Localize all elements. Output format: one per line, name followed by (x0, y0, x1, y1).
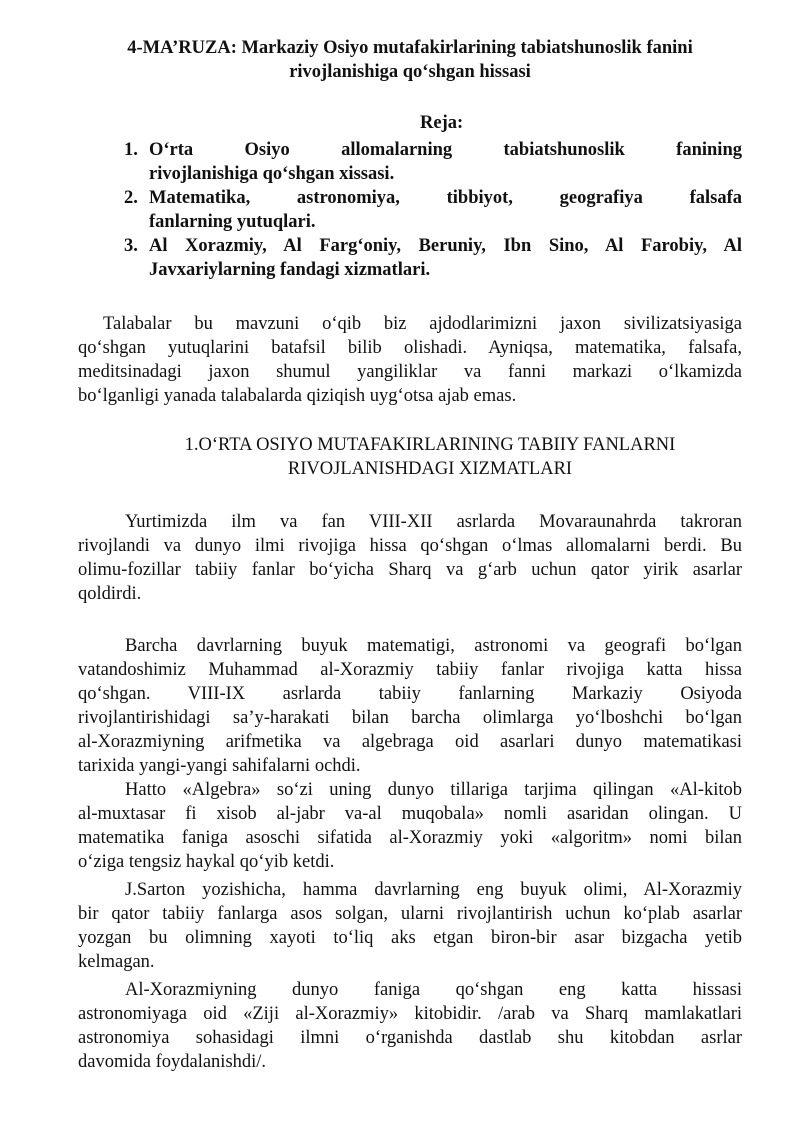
body-paragraph (78, 978, 742, 1074)
lecture-title (60, 36, 760, 84)
body-paragraph (78, 510, 742, 606)
paragraph-line: olimu-fozillar tabiiy fanlar bo‘yicha Sharq va g‘arb uchun qator yirik asarlar (78, 560, 742, 580)
body-paragraph (78, 778, 742, 874)
plan-item (124, 138, 742, 186)
plan-item-line: O‘rta Osiyo allomalarning tabiatshunoslik fanining (149, 140, 742, 160)
plan-item (124, 186, 742, 234)
paragraph-line: Hatto «Algebra» so‘zi uning dunyo tillariga tarjima qilingan «Al-kitob (125, 780, 742, 800)
plan-item-number: 2. (124, 188, 138, 208)
lecture-title-line-1: 4-MA’RUZA: Markaziy Osiyo mutafakirlarining tabiatshunoslik fanini (127, 38, 693, 58)
body-paragraph (78, 878, 742, 974)
paragraph-line: rivojlandi va dunyo ilmi rivojiga hissa qo‘shgan o‘lmas allomalarni berdi. Bu (78, 536, 742, 556)
paragraph-line: Al-Xorazmiyning dunyo faniga qo‘shgan eng katta hissasi (125, 980, 742, 1000)
intro-paragraph (78, 312, 742, 408)
paragraph-line: bir qator tabiiy fanlarga asos solgan, ularni rivojlantirish uchun ko‘plab asarlar (78, 904, 742, 924)
plan-item (124, 234, 742, 282)
plan-item-line: Javxariylarning fandagi xizmatlari. (149, 260, 431, 280)
paragraph-line: qo‘shgan yutuqlarini batafsil bilib olishadi. Ayniqsa, matematika, falsafa, (78, 338, 742, 358)
paragraph-line: qo‘shgan. VIII-IX asrlarda tabiiy fanlarning Markaziy Osiyoda (78, 684, 742, 704)
paragraph-line: meditsinadagi jaxon shumul yangiliklar va fanni markazi o‘lkamizda (78, 362, 742, 382)
paragraph-line: J.Sarton yozishicha, hamma davrlarning eng buyuk olimi, Al-Xorazmiy (125, 880, 742, 900)
plan-item-number: 3. (124, 236, 138, 256)
paragraph-line: astronomiya sohasidagi ilmni o‘rganishda dastlab shu kitobdan asrlar (78, 1028, 742, 1048)
paragraph-line: matematika faniga asoschi sifatida al-Xorazmiy yoki «algoritm» nomi bilan (78, 828, 742, 848)
body-paragraph (78, 634, 742, 778)
paragraph-line: astronomiyaga oid «Ziji al-Xorazmiy» kitobidir. /arab va Sharq mamlakatlari (78, 1004, 742, 1024)
plan-item-line: fanlarning yutuqlari. (149, 212, 316, 232)
section-heading (120, 433, 740, 481)
paragraph-line: o‘ziga tengsiz haykal qo‘yib ketdi. (78, 852, 335, 872)
plan-item-number: 1. (124, 140, 138, 160)
paragraph-line: davomida foydalanishdi/. (78, 1052, 267, 1072)
plan-heading: Reja: (420, 113, 464, 133)
paragraph-line: vatandoshimiz Muhammad al-Xorazmiy tabiiy fanlar rivojiga katta hissa (78, 660, 742, 680)
section-heading-line-2: RIVOJLANISHDAGI XIZMATLARI (287, 459, 573, 479)
paragraph-line: al-muxtasar fi xisob al-jabr va-al muqobala» nomli asaridan olingan. U (78, 804, 742, 824)
paragraph-line: yozgan bu olimning xayoti to‘liq aks etgan biron-bir asar bizgacha yetib (78, 928, 742, 948)
paragraph-line: qoldirdi. (78, 584, 142, 604)
plan-list (124, 138, 742, 282)
lecture-title-line-2: rivojlanishiga qo‘shgan hissasi (289, 62, 531, 82)
section-heading-line-1: 1.O‘RTA OSIYO MUTAFAKIRLARINING TABIIY FANLARNI (184, 435, 676, 455)
plan-item-line: rivojlanishiga qo‘shgan xissasi. (149, 164, 395, 184)
paragraph-line: Barcha davrlarning buyuk matematigi, astronomi va geografi bo‘lgan (125, 636, 742, 656)
paragraph-line: Yurtimizda ilm va fan VIII-XII asrlarda Movaraunahrda takroran (125, 512, 742, 532)
paragraph-line: Talabalar bu mavzuni o‘qib biz ajdodlarimizni jaxon sivilizatsiyasiga (103, 314, 742, 334)
paragraph-line: bo‘lganligi yanada talabalarda qiziqish uyg‘otsa ajab emas. (78, 386, 517, 406)
paragraph-line: al-Xorazmiyning arifmetika va algebraga oid asarlari dunyo matematikasi (78, 732, 742, 752)
plan-item-line: Matematika, astronomiya, tibbiyot, geografiya falsafa (149, 188, 742, 208)
paragraph-line: rivojlantirishidagi sa’y-harakati bilan barcha olimlarga yo‘lboshchi bo‘lgan (78, 708, 742, 728)
paragraph-line: tarixida yangi-yangi sahifalarni ochdi. (78, 756, 361, 776)
plan-item-line: Al Xorazmiy, Al Farg‘oniy, Beruniy, Ibn Sino, Al Farobiy, Al (149, 236, 742, 256)
paragraph-line: kelmagan. (78, 952, 155, 972)
